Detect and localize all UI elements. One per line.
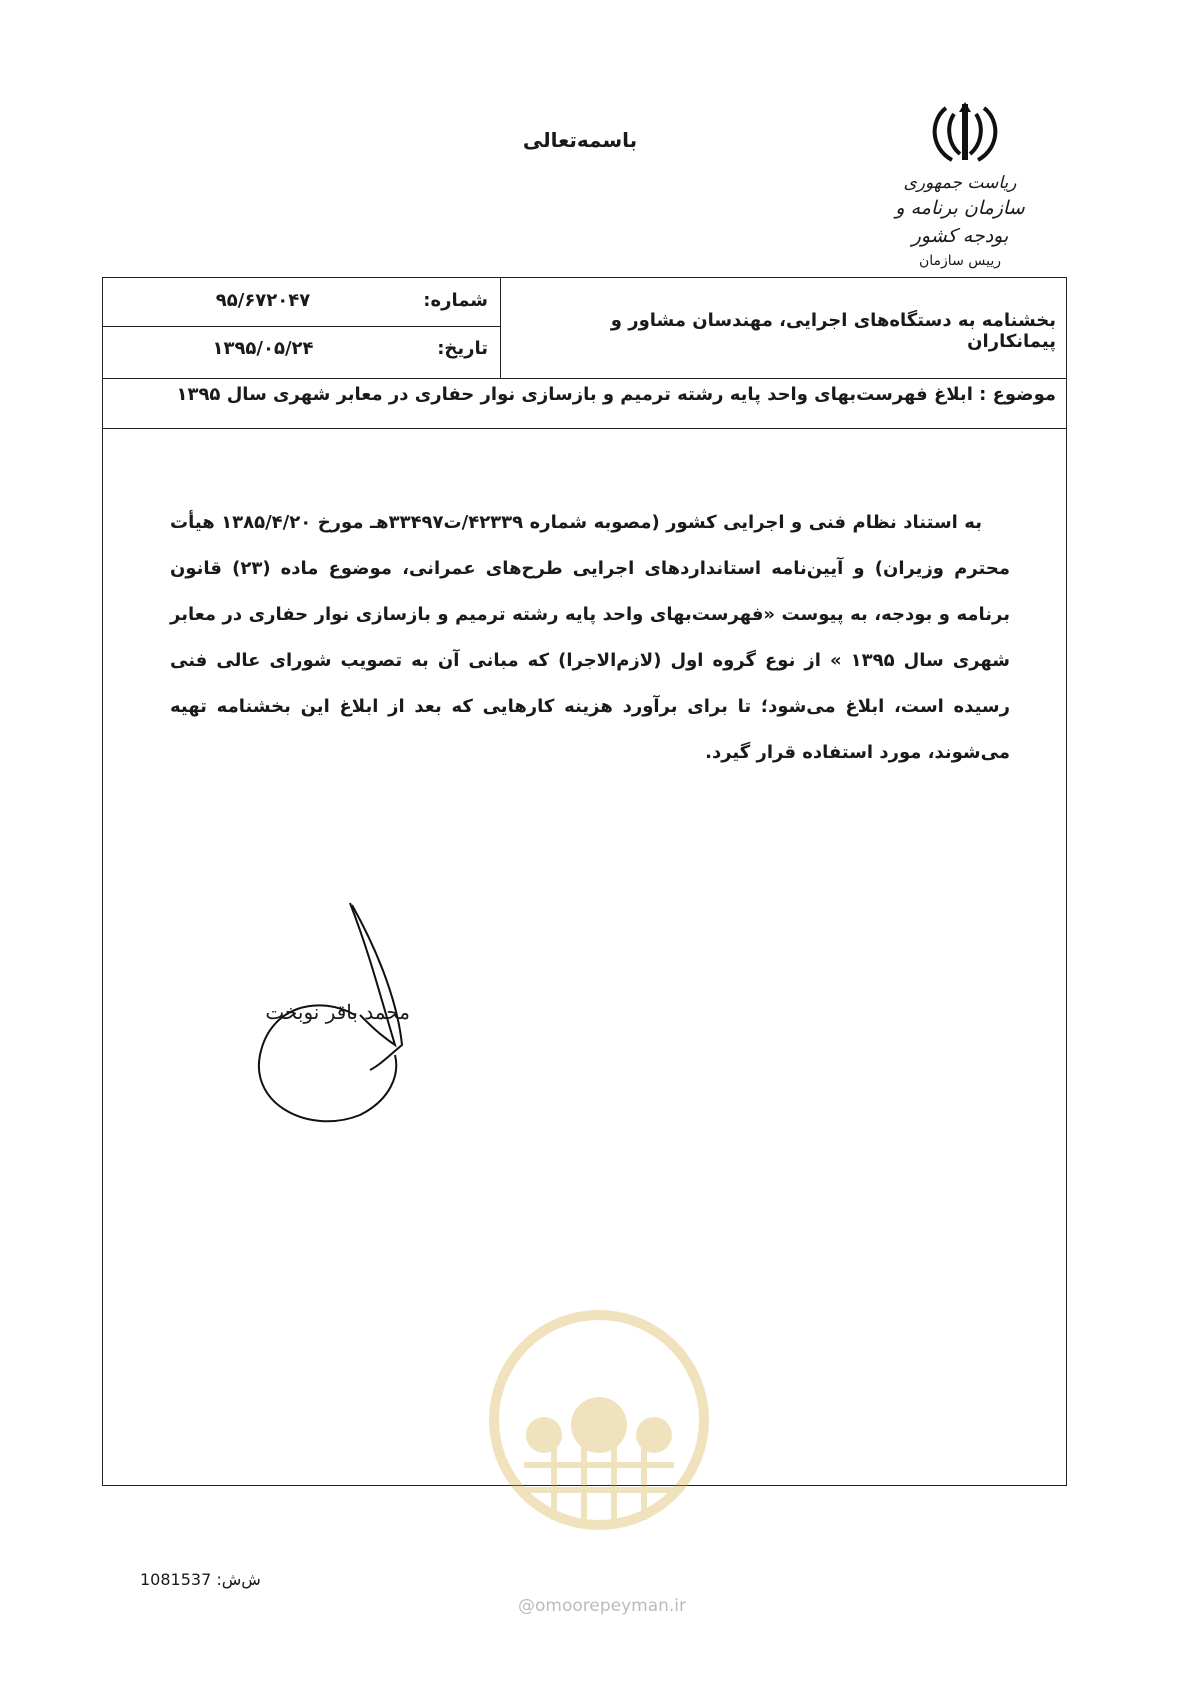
watermark-site: @omoorepeyman.ir (517, 1596, 687, 1616)
subject-line: موضوع : ابلاغ فهرست‌بهای واحد پایه رشته ترمیم و بازسازی نوار حفاری در معابر شهری سال ۱۳۹۵ (176, 384, 1056, 405)
header-divider (500, 278, 501, 378)
letter-body (170, 500, 1010, 776)
header-bottom-rule (103, 378, 1066, 379)
organization-name (880, 172, 1040, 272)
org-line-budget-org: سازمان برنامه و بودجه کشور (895, 197, 1025, 247)
date-value: ۱۳۹۵/۰۵/۲۴ (212, 338, 314, 359)
watermark-logo (484, 1305, 714, 1535)
date-label: تاریخ: (437, 338, 488, 359)
number-label: شماره: (423, 290, 488, 311)
number-date-divider (103, 326, 500, 327)
iran-emblem-icon (926, 100, 1004, 166)
recipient-line: بخشنامه به دستگاه‌های اجرایی، مهندسان مشاور و پیمانکاران (610, 310, 1056, 352)
body-paragraph: به استناد نظام فنی و اجرایی کشور (مصوبه شماره ۴۲۳۳۹/ت۳۳۴۹۷هـ مورخ ۱۳۸۵/۴/۲۰ هیأت محترم وزیران) و آیین‌نامه استانداردهای اجرایی طرح‌های عمرانی، موضوع ماده (۲۳) قانون برنامه و بودجه، به پیوست «فهرست‌بهای واحد پایه رشته ترمیم و بازسازی نوار حفاری در معابر شهری سال ۱۳۹۵ » از نوع گروه اول (لازم‌الاجرا) که مبانی آن به تصویب شورای عالی فنی رسیده است، ابلاغ می‌شود؛ تا برای برآورد هزینه کارهایی که بعد از ابلاغ این بخشنامه تهیه می‌شوند، مورد استفاده قرار گیرد. (170, 512, 1010, 763)
subject-bottom-rule (103, 428, 1066, 429)
document-serial: ش‌ش: 1081537 (140, 1570, 261, 1589)
basmala: باسمه‌تعالی (522, 128, 638, 152)
signatory-name: محمد باقر نوبخت (265, 1000, 410, 1024)
number-value: ۹۵/۶۷۲۰۴۷ (215, 290, 311, 311)
org-line-presidency: ریاست جمهوری (903, 173, 1017, 193)
org-line-head: رییس سازمان (919, 253, 1001, 269)
